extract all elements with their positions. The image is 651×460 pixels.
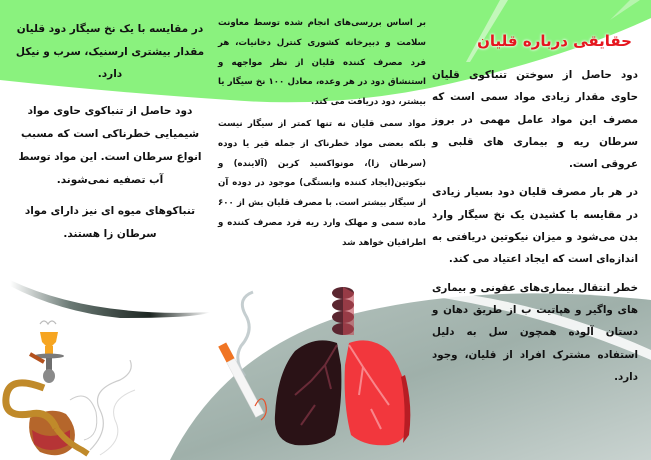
paragraph: خطر انتقال بیماری‌های عفونی و بیماری های واگیر و هپاتیت ب از طریق دهان و دستان آلوده همچون سل به دلیل استفاده مشترک افراد از قلیان، وجود دارد. <box>432 281 638 383</box>
paragraph: تنباکوهای میوه ای نیز دارای مواد سرطان زا هستند. <box>24 204 196 240</box>
red-lung <box>345 340 410 445</box>
highlight-paragraph: در مقایسه با یک نخ سیگار دود قلیان مقدار بیشتری ارسنیک، سرب و نیکل دارد. <box>15 23 205 80</box>
panel-title: حقایقی درباره قلیان <box>477 32 632 50</box>
paragraph: بر اساس بررسی‌های انجام شده توسط معاونت سلامت و دبیرخانه کشوری کنترل دخانیات، هر فرد مصرف کننده قلیان از نظر مواجهه و استنشاق دود در هر وعده، معادل ۱۰۰ نخ سیگار یا بیشتر، دود دریافت می کند. <box>218 18 426 108</box>
left-panel <box>12 18 208 254</box>
dark-swoosh <box>10 280 210 318</box>
paragraph: در هر بار مصرف قلیان دود بسیار زیادی در مقایسه با کشیدن یک نخ سیگار وارد بدن می‌شود و میزان نیکوتین دریافتی به اندازه‌ای است که ایجاد اعتیاد می کند. <box>432 186 638 266</box>
paragraph: دود حاصل از سوختن تنباکوی قلیان حاوی مقدار زیادی مواد سمی است که مصرف این مواد عامل مهمی در بروز سرطان ریه و بیماری های قلبی و عروقی است. <box>432 69 638 171</box>
paragraph: مواد سمی قلیان نه تنها کمتر از سیگار نیست بلکه بعضی مواد خطرناک از جمله قیر یا دوده (سرطان زا)، مونواکسید کربن (آلاینده) و نیکوتین(ایجاد کننده وابستگی) موجود در دوده آن از سیگار بیشتر است. با مصرف قلیان بش از ۶۰۰ ماده سمی و مهلک وارد ریه فرد مصرف کننده و اطرافیان خواهد شد <box>218 118 426 248</box>
trachea <box>332 287 354 335</box>
paragraph: دود حاصل از تنباکوی حاوی مواد شیمیایی خطرناکی است که مسبب انواع سرطان است. این مواد توسط آب تصفیه نمی‌شوند. <box>18 104 202 186</box>
smoke-image <box>80 360 150 460</box>
right-panel <box>432 32 638 388</box>
cigarette-image <box>215 290 285 430</box>
middle-panel <box>218 14 426 254</box>
